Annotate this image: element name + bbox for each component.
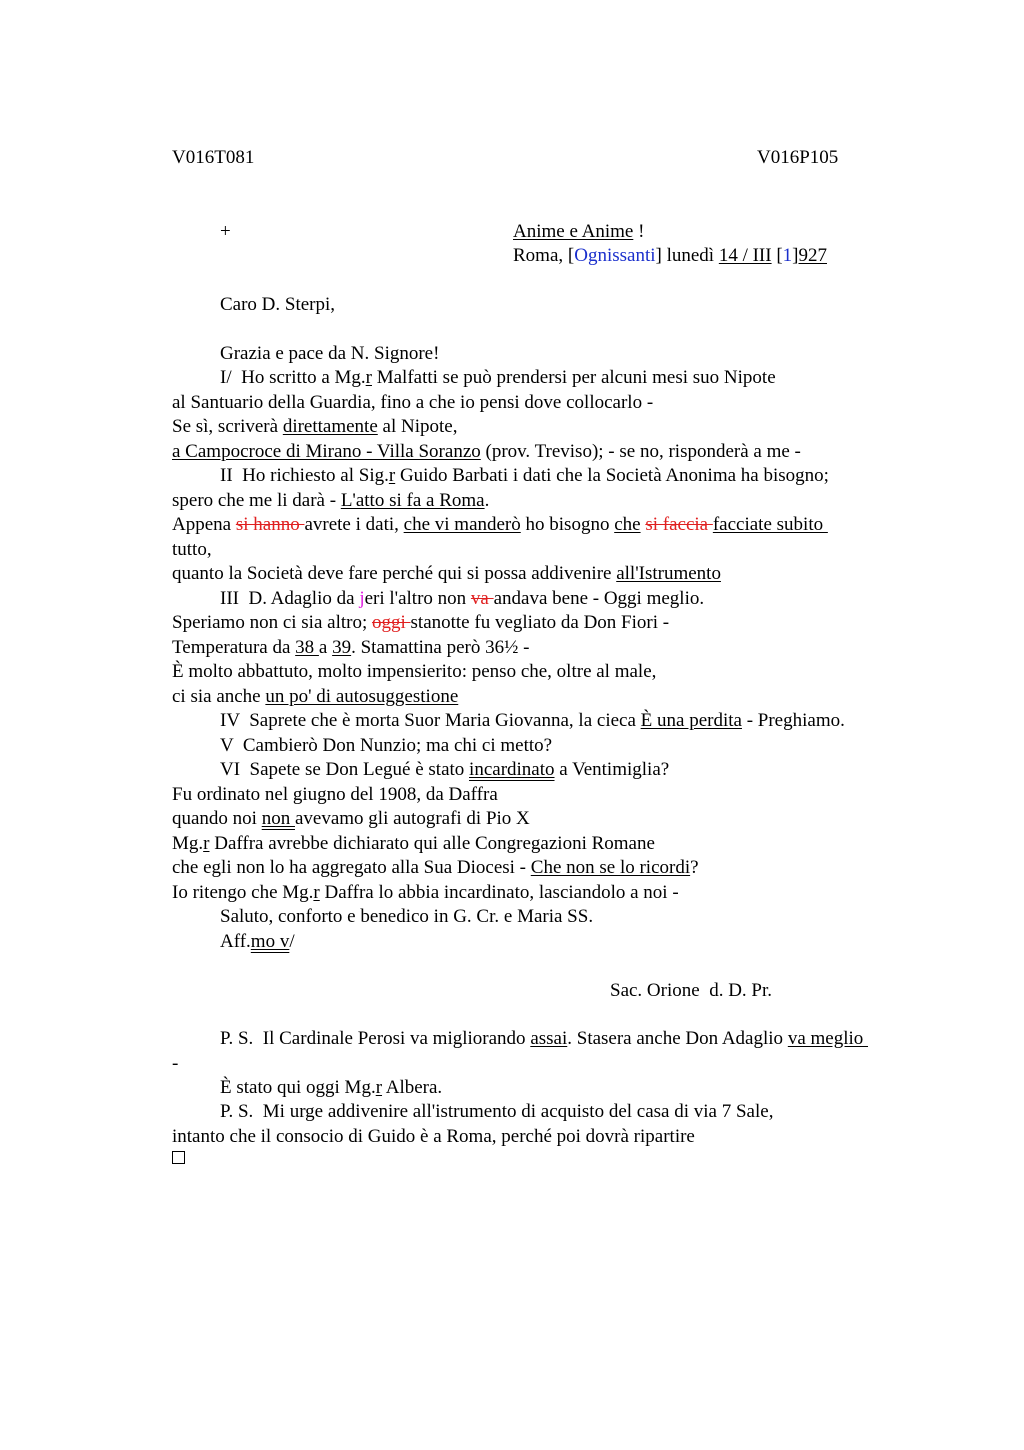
body-line [220, 366, 776, 390]
body-line [172, 562, 721, 586]
text-run: Aff. [220, 931, 251, 952]
text-run: quanto la Società deve fare perché qui si possa addivenire [172, 563, 617, 584]
text-run: . Stasera anche Don Adaglio [567, 1028, 788, 1049]
dateline-place: Roma, [ [513, 245, 575, 266]
postscript-line [220, 1076, 442, 1100]
text-run: - Preghiamo. [741, 710, 845, 731]
text-run: IV Saprete che è morta Suor Maria Giovanna, la cieca [220, 710, 641, 731]
text-run: I/ Ho scritto a Mg. [220, 367, 366, 388]
text-run: Io ritengo che Mg. [172, 882, 314, 903]
text-run: avevamo gli autografi di Pio X [294, 808, 530, 829]
motto-end: ! [633, 221, 645, 242]
text-run: un po' di autosuggestione [265, 686, 459, 707]
body-line [172, 832, 655, 856]
text-run: 38 [295, 637, 319, 658]
text-run: all'Istrumento [616, 563, 721, 584]
text-run: II Ho richiesto al Sig. [220, 465, 389, 486]
text-run: VI Sapete se Don Legué è stato [220, 759, 470, 780]
body-line: tutto, [172, 539, 212, 560]
dateline-year-prefix: 1 [782, 245, 793, 266]
text-run: r [313, 882, 320, 903]
text-run: facciate subito [712, 514, 828, 535]
body-line [172, 636, 529, 660]
text-run: va meglio [787, 1028, 869, 1049]
text-run: Se sì, scriverà [172, 416, 283, 437]
body-line [172, 440, 801, 464]
deleted-text: va [470, 588, 494, 609]
text-run: È una perdita [640, 710, 742, 731]
body-line [172, 415, 457, 439]
postscript-line: P. S. Mi urge addivenire all'istrumento di acquisto del casa di via 7 Sale, [220, 1101, 774, 1122]
text-run: incardinato [469, 759, 555, 780]
motto [513, 220, 644, 244]
text-run: 39 [332, 637, 352, 658]
text-run: III D. Adaglio da [220, 588, 360, 609]
text-run: a [318, 637, 333, 658]
body-line [172, 513, 828, 537]
text-run: Che non se lo ricordi [530, 857, 691, 878]
text-run: a Campocroce di Mirano - Villa Soranzo [172, 441, 481, 462]
text-run: non [261, 808, 295, 829]
text-run: stanotte fu vegliato da Don Fiori - [410, 612, 670, 633]
body-line [172, 881, 679, 905]
text-run: r [388, 465, 396, 486]
text-run: / [289, 931, 295, 952]
deleted-text: si hanno [235, 514, 305, 535]
text-run: Malfatti se può prendersi per alcuni mesi suo Nipote [371, 367, 776, 388]
text-run: Daffra lo abbia incardinato, lasciandolo a noi - [319, 882, 679, 903]
postscript-line: intanto che il consocio di Guido è a Roma, perché poi dovrà ripartire [172, 1126, 695, 1147]
salutation: Caro D. Sterpi, [220, 294, 336, 315]
text-run: avrete i dati, [304, 514, 404, 535]
text-run: spero che me li darà - [172, 490, 341, 511]
body-line [172, 685, 458, 709]
dateline-sep: [ [771, 245, 783, 266]
text-run: quando noi [172, 808, 262, 829]
dateline-bracket: ] [792, 245, 799, 266]
dateline-day: ] lunedì [655, 245, 719, 266]
text-run: Guido Barbati i dati che la Società Anonima ha bisogno; [395, 465, 829, 486]
body-line [172, 611, 669, 635]
text-run: ? [690, 857, 699, 878]
text-run: . [484, 490, 490, 511]
text-run: r [203, 833, 210, 854]
text-run: (prov. Treviso); - se no, risponderà a me - [480, 441, 801, 462]
closing-line [220, 930, 295, 954]
text-run: P. S. Il Cardinale Perosi va migliorando [220, 1028, 531, 1049]
document-code-left: V016T081 [172, 147, 255, 168]
text-run: r [365, 367, 372, 388]
text-run: L'atto si fa a Roma [340, 490, 485, 511]
text-run: È stato qui oggi Mg. [220, 1077, 376, 1098]
text-run: direttamente [282, 416, 378, 437]
deleted-text: si faccia [645, 514, 713, 535]
body-line [220, 709, 845, 733]
text-run: Speriamo non ci sia altro; [172, 612, 372, 633]
text-run: Temperatura da [172, 637, 296, 658]
text-run: che [614, 514, 641, 535]
body-line [172, 807, 530, 831]
text-run: che egli non lo ha aggregato alla Sua Diocesi - [172, 857, 531, 878]
text-run: ho bisogno [520, 514, 615, 535]
dateline [513, 244, 827, 268]
text-run: Albera. [382, 1077, 443, 1098]
text-run: al Nipote, [377, 416, 458, 437]
body-line: Fu ordinato nel giugno del 1908, da Daffra [172, 784, 498, 805]
postscript-line: - [172, 1053, 179, 1074]
text-run: ci sia anche [172, 686, 266, 707]
text-run: andava bene - Oggi meglio. [493, 588, 705, 609]
dateline-year: 927 [798, 245, 827, 266]
text-run: che vi manderò [403, 514, 521, 535]
postscript-line [220, 1027, 868, 1051]
corrected-letter: j [359, 588, 365, 609]
closing-line: Saluto, conforto e benedico in G. Cr. e Maria SS. [220, 906, 594, 927]
body-line [220, 464, 829, 488]
signature: Sac. Orione d. D. Pr. [610, 980, 773, 1001]
body-line: al Santuario della Guardia, fino a che io pensi dove collocarlo - [172, 392, 654, 413]
dateline-saint: Ognissanti [574, 245, 656, 266]
body-line [172, 489, 489, 513]
deleted-text: oggi [371, 612, 411, 633]
text-run: assai [530, 1028, 568, 1049]
body-line: È molto abbattuto, molto impensierito: penso che, oltre al male, [172, 661, 657, 682]
motto-text: Anime e Anime [513, 221, 634, 242]
text-run: r [375, 1077, 383, 1098]
text-run: a Ventimiglia? [554, 759, 670, 780]
text-run: . Stamattina però 36½ - [351, 637, 530, 658]
document-code-right: V016P105 [757, 147, 839, 168]
body-line [172, 856, 699, 880]
greeting: Grazia e pace da N. Signore! [220, 343, 440, 364]
text-run: Appena [172, 514, 236, 535]
end-box-icon [172, 1151, 185, 1164]
text-run: eri l'altro non [364, 588, 471, 609]
body-line [220, 587, 704, 611]
body-line [220, 758, 669, 782]
text-run: Daffra avrebbe dichiarato qui alle Congregazioni Romane [209, 833, 655, 854]
dateline-date: 14 / III [718, 245, 772, 266]
body-line: V Cambierò Don Nunzio; ma chi ci metto? [220, 735, 553, 756]
text-run: mo v [250, 931, 290, 952]
text-run: Mg. [172, 833, 204, 854]
cross-mark: + [220, 221, 231, 242]
